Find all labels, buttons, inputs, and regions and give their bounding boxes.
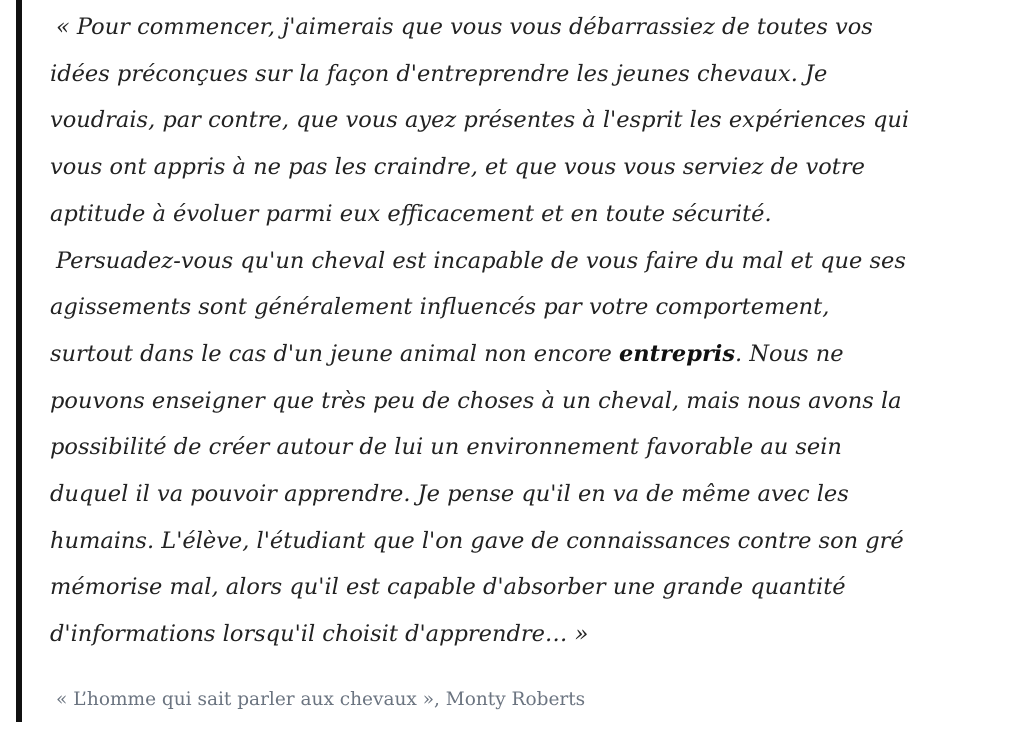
quote-line: mémorise mal, alors qu'il est capable d'absorber une grande quantité [50,574,846,601]
quote-line: « Pour commencer, j'aimerais que vous vous débarrassiez de toutes vos [56,14,873,40]
blockquote [16,0,1006,722]
quote-line: humains. L'élève, l'étudiant que l'on gave de connaissances contre son gré [50,527,904,554]
quote-citation: « L’homme qui sait parler aux chevaux », Monty Roberts [56,689,586,710]
quote-line: Persuadez-vous qu'un cheval est incapable de vous faire du mal et que ses [56,247,906,274]
quote-line-segment: surtout dans le cas d'un jeune animal non encore [50,340,619,367]
quote-line: duquel il va pouvoir apprendre. Je pense qu'il en va de même avec les [50,481,849,508]
quote-text [50,4,1000,658]
quote-line: agissements sont généralement influencés par votre comportement, [50,294,830,321]
quote-line: possibilité de créer autour de lui un environnement favorable au sein [50,434,842,461]
emphasized-word: entrepris [618,340,736,367]
quote-line: voudrais, par contre, que vous ayez présentes à l'esprit les expériences qui [50,107,910,134]
quote-line: idées préconçues sur la façon d'entreprendre les jeunes chevaux. Je [50,60,828,87]
quote-line: vous ont appris à ne pas les craindre, et que vous vous serviez de votre [50,154,865,181]
quote-line: d'informations lorsqu'il choisit d'apprendre… » [50,621,589,648]
quote-line: aptitude à évoluer parmi eux efficacement et en toute sécurité. [50,200,772,227]
quote-line: pouvons enseigner que très peu de choses à un cheval, mais nous avons la [50,387,902,414]
quote-line-segment: . Nous ne [735,340,844,367]
quote-line-with-emphasis [50,331,1000,378]
